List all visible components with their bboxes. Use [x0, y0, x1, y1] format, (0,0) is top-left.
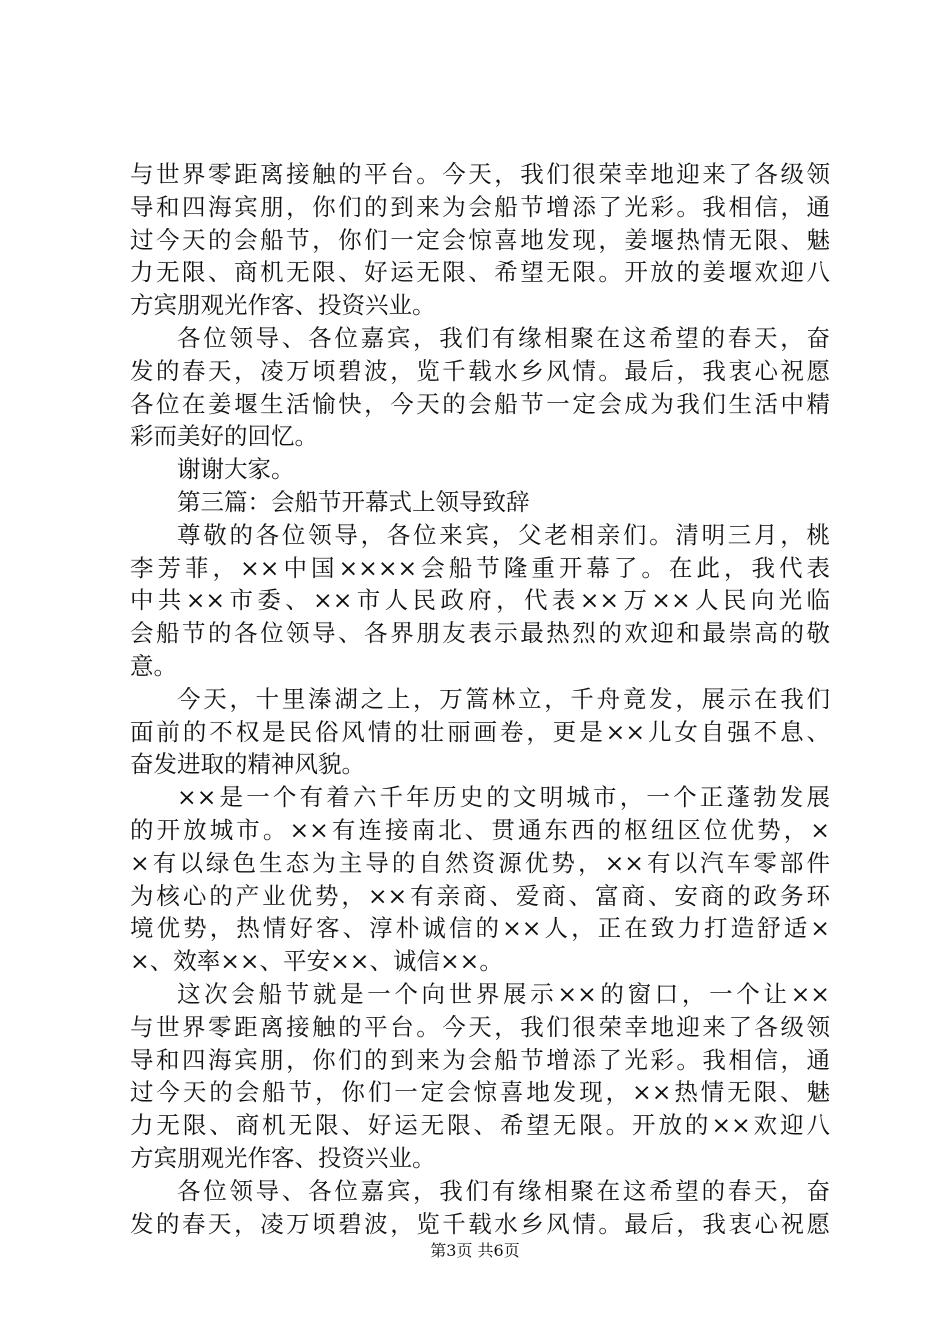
text-line: 各位领导、各位嘉宾，我们有缘相聚在这希望的春天，奋: [177, 323, 830, 352]
text-line: 方宾朋观光作客、投资兴业。: [130, 1143, 436, 1172]
text-line: 过今天的会船节，你们一定会惊喜地发现，姜堰热情无限、魅: [130, 225, 830, 254]
text-line: 彩而美好的回忆。: [130, 422, 318, 451]
text-line: ×有以绿色生态为主导的自然资源优势，××有以汽车零部件: [130, 848, 830, 877]
text-line: ×、效率××、平安××、诚信××。: [130, 947, 503, 976]
text-line: 过今天的会船节，你们一定会惊喜地发现，××热情无限、魅: [130, 1078, 830, 1107]
text-line: 与世界零距离接触的平台。今天，我们很荣幸地迎来了各级领: [130, 1012, 830, 1041]
text-line: 面前的不权是民俗风情的壮丽画卷，更是××儿女自强不息、: [130, 717, 830, 746]
document-body: [130, 158, 830, 1240]
text-line: 这次会船节就是一个向世界展示××的窗口，一个让××: [177, 979, 830, 1008]
text-line: ××是一个有着六千年历史的文明城市，一个正蓬勃发展: [177, 783, 830, 812]
text-line: 会船节的各位领导、各界朋友表示最热烈的欢迎和最崇高的敬: [130, 619, 830, 648]
text-line: 谢谢大家。: [177, 455, 295, 484]
text-line: 各位在姜堰生活愉快，今天的会船节一定会成为我们生活中精: [130, 389, 830, 418]
text-line: 与世界零距离接触的平台。今天，我们很荣幸地迎来了各级领: [130, 160, 830, 188]
text-line: 李芳菲，××中国××××会船节隆重开幕了。在此，我代表: [130, 553, 830, 582]
text-line: 尊敬的各位领导，各位来宾，父老相亲们。清明三月，桃: [177, 520, 830, 549]
text-line: 各位领导、各位嘉宾，我们有缘相聚在这希望的春天，奋: [177, 1176, 830, 1205]
text-line: 发的春天，凌万顷碧波，览千载水乡风情。最后，我衷心祝愿: [130, 356, 830, 385]
text-line: 为核心的产业优势，××有亲商、爱商、富商、安商的政务环: [130, 881, 830, 910]
text-line: 发的春天，凌万顷碧波，览千载水乡风情。最后，我衷心祝愿: [130, 1209, 830, 1238]
text-line: 中共××市委、××市人民政府，代表××万××人民向光临: [130, 586, 830, 615]
text-line: 力无限、商机无限、好运无限、希望无限。开放的××欢迎八: [130, 1111, 830, 1140]
text-line: 境优势，热情好客、淳朴诚信的××人，正在致力打造舒适×: [130, 914, 830, 943]
text-line: 的开放城市。××有连接南北、贯通东西的枢纽区位优势，×: [130, 815, 830, 844]
text-line: 意。: [130, 651, 177, 680]
text-line: 第三篇：会船节开幕式上领导致辞: [177, 487, 530, 516]
text-line: 导和四海宾朋，你们的到来为会船节增添了光彩。我相信，通: [130, 1045, 830, 1074]
text-line: 导和四海宾朋，你们的到来为会船节增添了光彩。我相信，通: [130, 192, 830, 221]
text-line: 力无限、商机无限、好运无限、希望无限。开放的姜堰欢迎八: [130, 258, 830, 287]
text-line: 今天，十里溱湖之上，万篙林立，千舟竟发，展示在我们: [177, 684, 830, 713]
text-line: 方宾朋观光作客、投资兴业。: [130, 291, 436, 320]
page-footer: 第3页 共6页: [430, 1241, 520, 1260]
text-line: 奋发进取的精神风貌。: [130, 750, 365, 779]
